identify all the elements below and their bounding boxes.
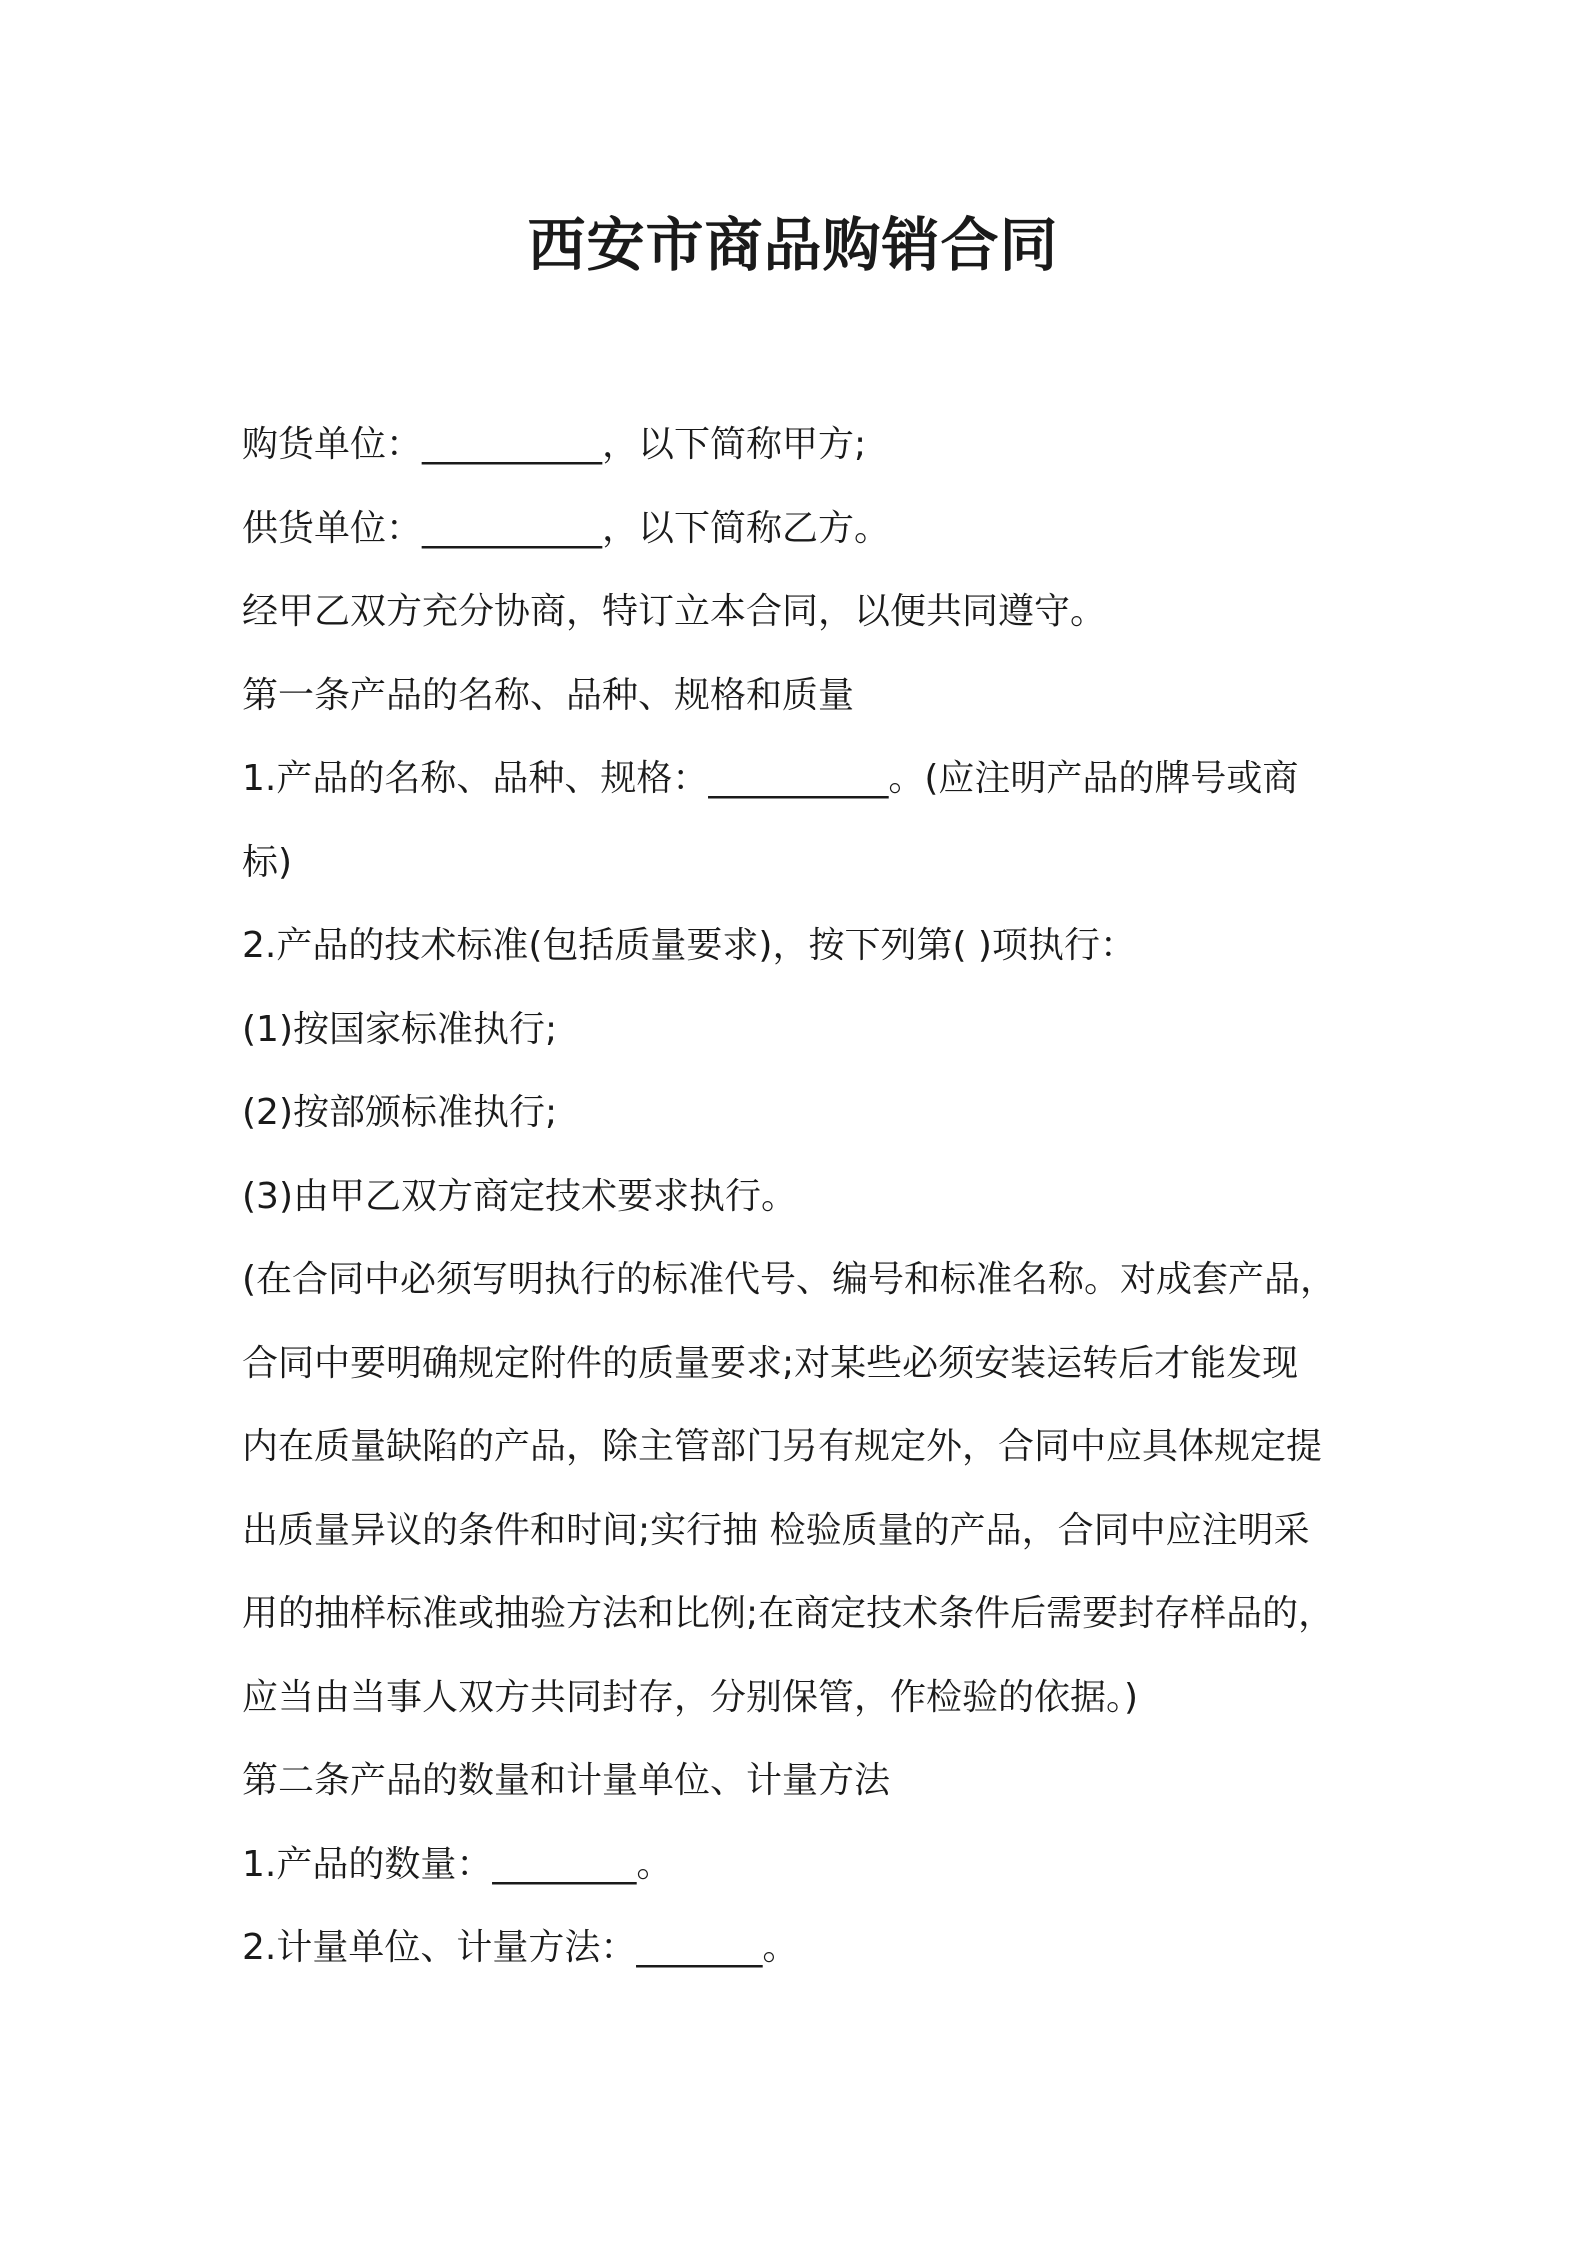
- buyer-line: 购货单位：__________，以下简称甲方;: [242, 424, 867, 465]
- article-one-heading: 第一条产品的名称、品种、规格和质量: [242, 674, 855, 716]
- option-3-line: (3)由甲乙双方商定技术要求执行。: [242, 1175, 797, 1217]
- note-line-4: 出质量异议的条件和时间;实行抽 检验质量的产品，合同中应注明采: [242, 1509, 1310, 1551]
- clause-1-2-line: 2.产品的技术标准(包括质量要求)，按下列第( )项执行：: [242, 925, 1136, 966]
- note-line-6: 应当由当事人双方共同封存，分别保管，作检验的依据。): [242, 1676, 1139, 1718]
- clause-2-2-line: 2.计量单位、计量方法：_______。: [242, 1927, 799, 1968]
- note-line-5: 用的抽样标准或抽验方法和比例;在商定技术条件后需要封存样品的，: [242, 1593, 1335, 1634]
- option-2-line: (2)按部颁标准执行;: [242, 1092, 558, 1133]
- article-two-heading: 第二条产品的数量和计量单位、计量方法: [242, 1760, 891, 1801]
- clause-1-1-line-2: 标): [242, 841, 293, 883]
- document-title: 西安市商品购销合同: [527, 211, 1059, 279]
- document-body: [242, 403, 1372, 1990]
- supplier-line: 供货单位：__________，以下简称乙方。: [242, 507, 891, 549]
- clause-1-1-line-1: 1.产品的名称、品种、规格：__________。(应注明产品的牌号或商: [242, 758, 1299, 799]
- note-line-2: 合同中要明确规定附件的质量要求;对某些必须安装运转后才能发现: [242, 1342, 1299, 1384]
- note-line-1: (在合同中必须写明执行的标准代号、编号和标准名称。对成套产品，: [242, 1259, 1337, 1300]
- note-line-3: 内在质量缺陷的产品，除主管部门另有规定外，合同中应具体规定提: [242, 1426, 1323, 1467]
- clause-2-1-line: 1.产品的数量：________。: [242, 1843, 673, 1885]
- option-1-line: (1)按国家标准执行;: [242, 1008, 558, 1050]
- agreement-line: 经甲乙双方充分协商，特订立本合同，以便共同遵守。: [242, 591, 1107, 632]
